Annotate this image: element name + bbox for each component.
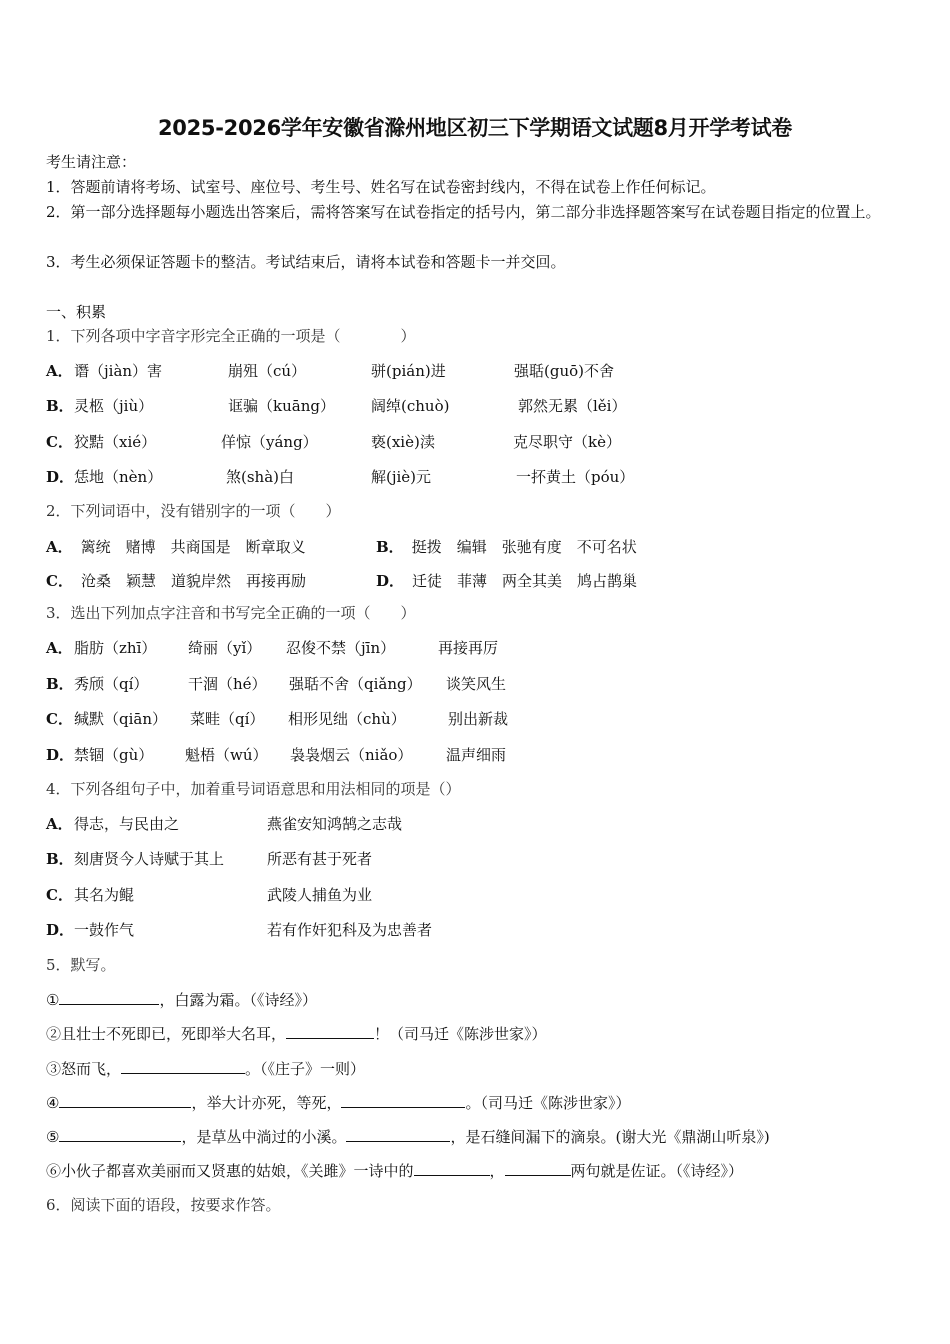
answer-blank[interactable] bbox=[59, 1126, 181, 1142]
q3-option-d[interactable]: D． 禁锢（gù） 魁梧（wú） 袅袅烟云（niǎo） 温声细雨 bbox=[46, 746, 507, 764]
answer-blank[interactable] bbox=[346, 1126, 450, 1142]
dictation-line-5: ⑤ ，是草丛中淌过的小溪。 ，是石缝间漏下的滴泉。(谢大光《鼎湖山听泉》) bbox=[46, 1128, 770, 1146]
notice-item-1: 1．答题前请将考场、试室号、座位号、考生号、姓名写在试卷密封线内，不得在试卷上作任何标记。 bbox=[46, 178, 716, 196]
q2-option-b[interactable]: B． 挺拨 编辑 张驰有度 不可名状 bbox=[376, 538, 637, 556]
q2-option-d[interactable]: D． 迁徒 菲薄 两全其美 鸠占鹊巢 bbox=[376, 572, 638, 590]
q4-option-d[interactable]: D． 一鼓作气 若有作奸犯科及为忠善者 bbox=[46, 921, 433, 939]
notice-item-2: 2．第一部分选择题每小题选出答案后，需将答案写在试卷指定的括号内，第二部分非选择题答案写在试卷题目指定的位置上。 bbox=[46, 203, 881, 221]
dictation-line-2: ②且壮士不死即已，死即举大名耳， ！（司马迁《陈涉世家》） bbox=[46, 1025, 547, 1043]
q3-option-a[interactable]: A． 脂肪（zhī） 绮丽（yǐ） 忍俊不禁（jīn） 再接再厉 bbox=[46, 639, 499, 657]
q1-stem: 1．下列各项中字音字形完全正确的一项是（ ） bbox=[46, 327, 416, 345]
answer-blank[interactable] bbox=[59, 1092, 191, 1108]
answer-blank[interactable] bbox=[286, 1023, 374, 1039]
q1-option-b[interactable]: B． 灵柩（jiù） 诓骗（kuāng） 阔绰(chuò) 郭然无累（lěi） bbox=[46, 397, 627, 415]
dictation-line-3: ③怒而飞， 。（《庄子》一则） bbox=[46, 1060, 366, 1078]
answer-blank[interactable] bbox=[59, 989, 159, 1005]
q5-stem: 5．默写。 bbox=[46, 956, 116, 974]
answer-blank[interactable] bbox=[414, 1160, 490, 1176]
q2-option-a[interactable]: A． 篱统 赌博 共商国是 断章取义 bbox=[46, 538, 306, 556]
answer-blank[interactable] bbox=[341, 1092, 465, 1108]
answer-blank[interactable] bbox=[505, 1160, 571, 1176]
q1-option-d[interactable]: D． 恁地（nèn） 煞(shà)白 解(jiè)元 一抔黄土（póu） bbox=[46, 468, 635, 486]
q4-stem: 4．下列各组句子中，加着重号词语意思和用法相同的项是（） bbox=[46, 780, 461, 798]
q4-option-a[interactable]: A． 得志，与民由之 燕雀安知鸿鹄之志哉 bbox=[46, 815, 403, 833]
q2-row-1 bbox=[46, 536, 916, 558]
q2-stem: 2．下列词语中，没有错别字的一项（ ） bbox=[46, 502, 341, 520]
q3-stem: 3．选出下列加点字注音和书写完全正确的一项（ ） bbox=[46, 604, 416, 622]
dictation-line-1: ① ，白露为霜。（《诗经》） bbox=[46, 991, 317, 1009]
notice-item-3: 3．考生必须保证答题卡的整洁。考试结束后，请将本试卷和答题卡一并交回。 bbox=[46, 253, 566, 271]
notice-heading: 考生请注意： bbox=[46, 153, 137, 171]
dictation-line-6: ⑥小伙子都喜欢美丽而又贤惠的姑娘，《关雎》一诗中的 ， 两句就是佐证。（《诗经》） bbox=[46, 1162, 744, 1180]
q1-option-a[interactable]: A． 谮（jiàn）害 崩殂（cú） 骈(pián)进 强聒(guō)不舍 bbox=[46, 362, 614, 380]
dictation-line-4: ④ ，举大计亦死，等死， 。（司马迁《陈涉世家》） bbox=[46, 1094, 631, 1112]
q2-option-c[interactable]: C． 沧桑 颖慧 道貌岸然 再接再励 bbox=[46, 572, 306, 590]
answer-blank[interactable] bbox=[121, 1058, 245, 1074]
q3-option-b[interactable]: B． 秀颀（qí） 干涸（hé） 强聒不舍（qiǎng） 谈笑风生 bbox=[46, 675, 507, 693]
q2-row-2 bbox=[46, 570, 916, 592]
q3-option-c[interactable]: C． 缄默（qiān） 菜畦（qí） 相形见绌（chù） 别出新裁 bbox=[46, 710, 509, 728]
q4-option-c[interactable]: C． 其名为鲲 武陵人捕鱼为业 bbox=[46, 886, 373, 904]
q6-stem: 6．阅读下面的语段，按要求作答。 bbox=[46, 1196, 281, 1214]
page-title: 2025-2026学年安徽省滁州地区初三下学期语文试题8月开学考试卷 bbox=[157, 116, 793, 140]
q4-option-b[interactable]: B． 刻唐贤今人诗赋于其上 所恶有甚于死者 bbox=[46, 850, 373, 868]
section-heading: 一、积累 bbox=[46, 303, 107, 321]
q1-option-c[interactable]: C． 狡黠（xié） 佯惊（yáng） 亵(xiè)渎 克尽职守（kè） bbox=[46, 433, 621, 451]
